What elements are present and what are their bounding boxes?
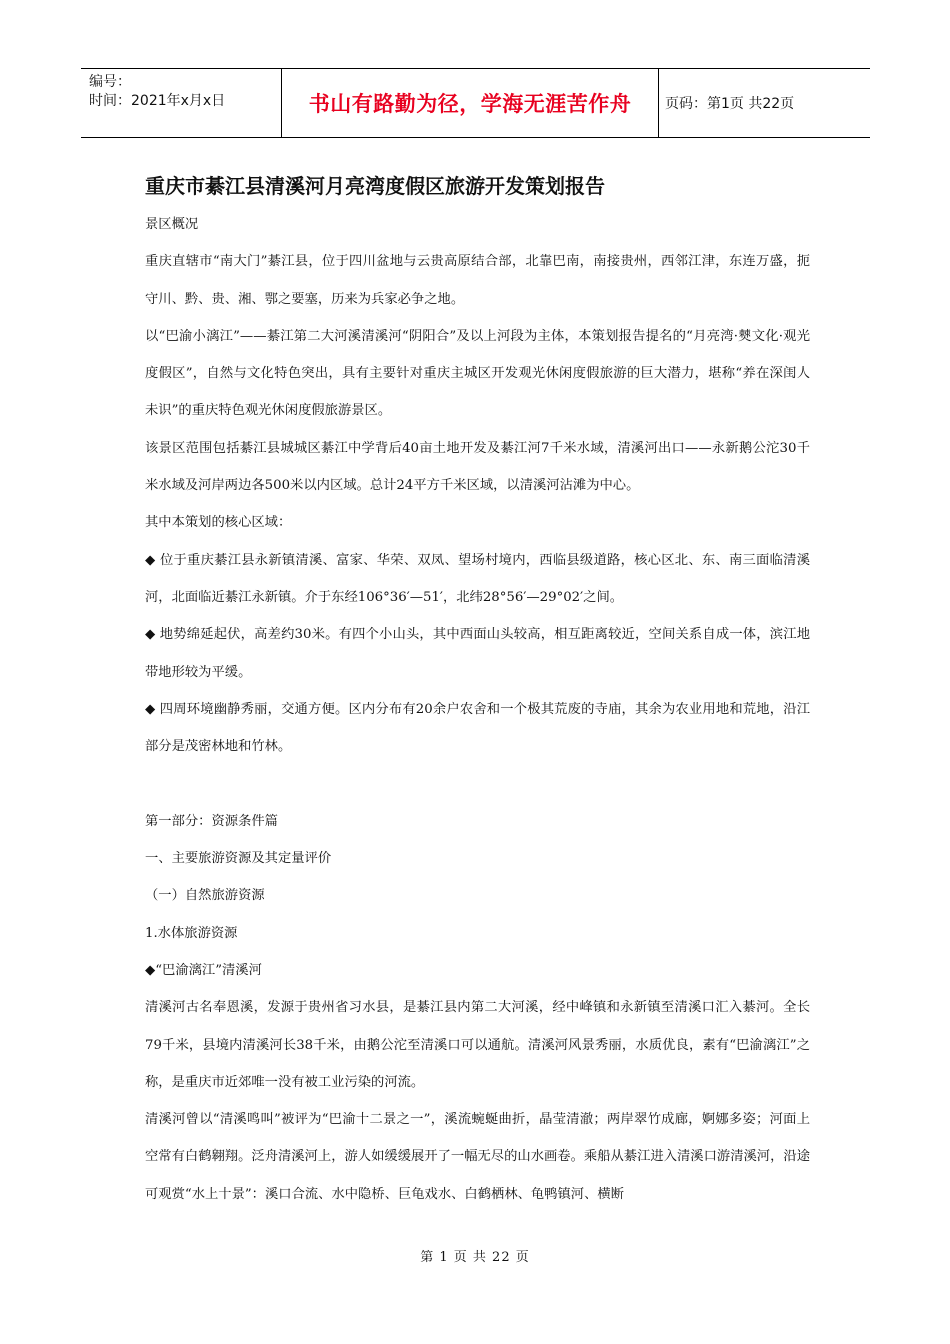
header-time-label: 时间：2021年x月x日 [89, 93, 226, 109]
paragraph-scope: 该景区范围包括綦江县城城区綦江中学背后40亩土地开发及綦江河7千米水域，清溪河出口——永新鹅公沱30千米水域及河岸两边各500米以内区域。总计24平方千米区域，以清溪河沾滩为中心。 [145, 440, 810, 494]
paragraph-location: 重庆直辖市“南大门”綦江县，位于四川盆地与云贵高原结合部，北靠巴南，南接贵州，西邻江津，东连万盛，扼守川、黔、贵、湘、鄂之要塞，历来为兵家必争之地。 [145, 254, 810, 307]
paragraph-river-origin: 清溪河古名奉恩溪，发源于贵州省习水县，是綦江县内第二大河溪，经中峰镇和永新镇至清溪口汇入綦河。全长79千米，县境内清溪河长38千米，由鹅公沱至清溪口可以通航。清溪河风景秀丽，水质优良，素有“巴渝漓江”之称，是重庆市近郊唯一没有被工业污染的河流。 [145, 1000, 810, 1090]
bullet-core-location: ◆ 位于重庆綦江县永新镇清溪、富家、华荣、双凤、望场村境内，西临县级道路，核心区北、东、南三面临清溪河，北面临近綦江永新镇。介于东经106°36′—51′，北纬28°56′—29°02′之间。 [145, 552, 810, 605]
paragraph-concept: 以“巴渝小漓江”——綦江第二大河溪清溪河“阴阳合”及以上河段为主体，本策划报告提名的“月亮湾·僰文化·观光度假区”，自然与文化特色突出，具有主要针对重庆主城区开发观光休闲度假旅游的巨大潜力，堪称“养在深闺人未识”的重庆特色观光休闲度假旅游景区。 [145, 328, 810, 419]
part-heading: 第一部分：资源条件篇 [145, 813, 278, 829]
header-motto-cell [281, 69, 659, 137]
chapter-heading: 一、主要旅游资源及其定量评价 [145, 851, 332, 867]
document-title: 重庆市綦江县清溪河月亮湾度假区旅游开发策划报告 [145, 174, 605, 198]
bullet-environment: ◆ 四周环境幽静秀丽，交通方便。区内分布有20余户农舍和一个极其荒废的寺庙，其余为农业用地和荒地，沿江部分是茂密林地和竹林。 [145, 701, 810, 755]
document-body [145, 166, 810, 1213]
paragraph-core-intro: 其中本策划的核心区域： [145, 515, 292, 531]
document-header [81, 68, 870, 138]
bullet-heading-river: ◆“巴渝漓江”清溪河 [145, 962, 262, 978]
header-page-info: 页码：第1页 共22页 [665, 96, 795, 112]
header-motto: 书山有路勤为径，学海无涯苦作舟 [308, 91, 632, 116]
blank-line [145, 765, 810, 802]
section-heading-overview: 景区概况 [145, 217, 199, 232]
bullet-terrain: ◆ 地势绵延起伏，高差约30米。有四个小山头，其中西面山头较高，相互距离较近，空间关系自成一体，滨江地带地形较为平缓。 [145, 627, 810, 680]
item-heading: 1.水体旅游资源 [145, 925, 238, 941]
header-meta [89, 73, 279, 111]
paragraph-river-scenery: 清溪河曾以“清溪鸣叫”被评为“巴渝十二景之一”，溪流蜿蜒曲折，晶莹清澈；两岸翠竹成廊，婀娜多姿；河面上空常有白鹤翱翔。泛舟清溪河上，游人如缓缓展开了一幅无尽的山水画卷。乘船从綦江进入清溪口游清溪河，沿途可观赏“水上十景”：溪口合流、水中隐桥、巨龟戏水、白鹤栖林、龟鸭镇河、横断 [145, 1112, 810, 1202]
subsection-heading: （一）自然旅游资源 [145, 888, 265, 904]
header-number-label: 编号： [89, 74, 131, 90]
page-footer: 第 1 页 共 22 页 [420, 1250, 530, 1265]
